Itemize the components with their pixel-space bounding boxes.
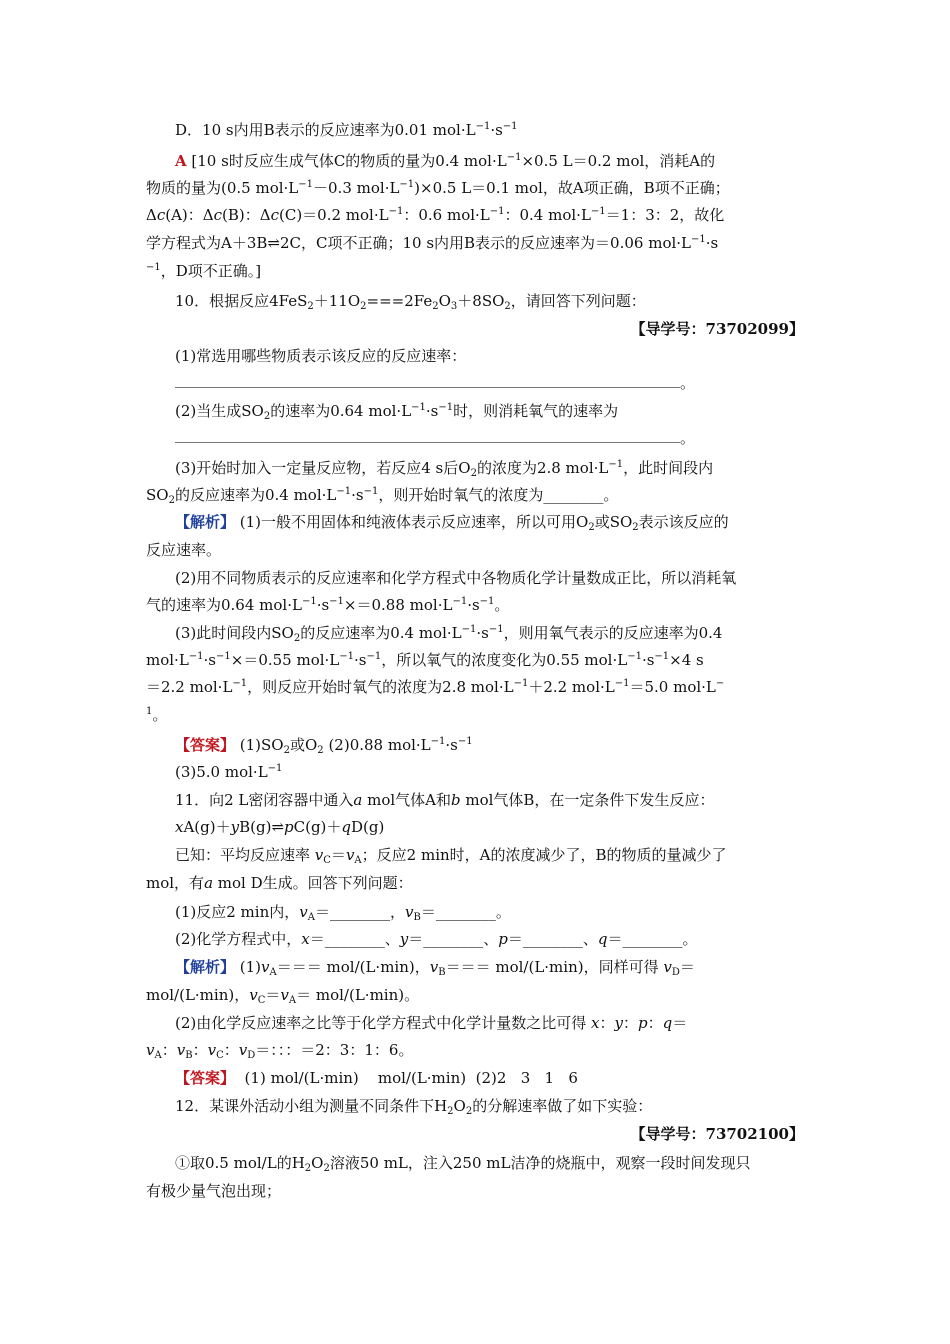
option-d: D．10 s内用B表示的反应速率为0.01 $mol\cdot L^{-1}\cdot s^{-1}$ <box>175 121 518 139</box>
analysis-line: 【解析】 $(1)v_A=== mol/(L\cdot\min)$，$v_B=== mol/(L\cdot\min)$，同样可得 $v_D=$ <box>175 958 695 978</box>
analysis-line: mol/(L·min)，$v_C=v_A= mol/(L\cdot\min)$。 <box>146 986 420 1006</box>
sub-question: (1)反应2 min内，$v_A=\_\_\_\_\_\_\_\_$，$v_B=\_\_\_\_\_\_\_\_$。 <box>175 903 511 923</box>
analysis-line: (3)此时间段内$SO_2$的反应速率为0.4 $mol\cdot L^{-1}\cdot s^{-1}$，则用氧气表示的反应速率为0.4 <box>175 624 723 644</box>
explanation-line: Δc(A)：Δc(B)：Δc(C)＝0.2 $mol\cdot L^{-1}$：0.6 $mol\cdot L^{-1}$：0.4 $mol\cdot L^{-1}=1$：3：2，故化 <box>146 206 725 224</box>
sub-question: (2)化学方程式中，x＝________、y＝________、p＝________、q＝________。 <box>175 930 698 948</box>
analysis-line: 气的速率为0.64 $mol\cdot L^{-1}\cdot s^{-1}\times=0.88$ $mol\cdot L^{-1}\cdot s^{-1}$。 <box>146 596 510 614</box>
analysis-line: $v_A$：$v_B$：$v_C$：$v_D=$：：：＝2：3：1：6。 <box>146 1041 414 1061</box>
analysis-line: $^1$。 <box>146 706 168 724</box>
analysis-line: ＝2.2 $mol\cdot L^{-1}$，则反应开始时氧气的浓度为2.8 $mol\cdot L^{-1}+2.2$ $mol\cdot L^{-1}=5.0$ mol·L− <box>146 678 725 696</box>
question-11-text: 已知：平均反应速率 $v_C=v_A$；反应2 min时，A的浓度减少了，B的物质的量减少了 <box>175 846 727 866</box>
reaction-equation: xA(g)＋yB(g)⇌pC(g)＋qD(g) <box>175 818 385 836</box>
question-11: 11．向2 L密闭容器中通入a mol气体A和b mol气体B，在一定条件下发生反应： <box>175 791 715 809</box>
guide-number: 【导学号：73702100】 <box>630 1125 804 1143</box>
analysis-label: 【解析】 <box>175 513 236 531</box>
answer-line: 【答案】 (1) mol/(L·min) mol/(L·min) (2)2 3 1 6 <box>175 1069 578 1087</box>
answer-label: 【答案】 <box>175 1069 236 1087</box>
experiment-step: 有极少量气泡出现； <box>146 1182 282 1200</box>
answer-label: 【答案】 <box>175 736 236 754</box>
question-12: 12．某课外活动小组为测量不同条件下$H_2O_2$的分解速率做了如下实验： <box>175 1097 653 1117</box>
explanation-line: $^{-1}$，D项不正确。] <box>146 262 262 280</box>
answer-blank-line: 。 <box>175 373 695 393</box>
sub-question: $SO_2$的反应速率为0.4 $mol\cdot L^{-1}\cdot s^{-1}$，则开始时氧气的浓度为________。 <box>146 486 619 506</box>
equilibrium-arrow-icon: ⇌ <box>271 818 285 836</box>
answer-blank-line: 。 <box>175 428 695 448</box>
sub-question: (1)常选用哪些物质表示该反应的反应速率： <box>175 347 467 365</box>
guide-number: 【导学号：73702099】 <box>630 320 804 338</box>
question-10: 10．根据反应$4FeS_2+11O_2===2Fe_2O_3+8SO_2$，请回答下列问题： <box>175 292 646 312</box>
analysis-line: 【解析】 (1)一般不用固体和纯液体表示反应速率，所以可用$O_2$或$SO_2$表示该反应的 <box>175 513 729 533</box>
analysis-line: (2)由化学反应速率之比等于化学方程式中化学计量数之比可得 x：y：p：q＝ <box>175 1014 688 1032</box>
explanation-line: 学方程式为A＋3B⇌2C，C项不正确；10 s内用B表示的反应速率为＝0.06 $mol\cdot L^{-1}\cdot s$ <box>146 234 719 252</box>
sub-question: (2)当生成$SO_2$的速率为0.64 $mol\cdot L^{-1}\cdot s^{-1}$时，则消耗氧气的速率为 <box>175 402 619 422</box>
question-11-text: mol，有a mol D生成。回答下列问题： <box>146 874 413 892</box>
equilibrium-arrow-icon: ⇌ <box>267 234 280 252</box>
analysis-label: 【解析】 <box>175 958 236 976</box>
answer-line: 【答案】 $(1)SO_2$或$O_2$ (2)0.88 $mol\cdot L^{-1}\cdot s^{-1}$ <box>175 736 473 756</box>
analysis-line: 反应速率。 <box>146 541 222 559</box>
explanation-line: 物质的量为(0.5 $mol\cdot L^{-1}-0.3$ $mol\cdot L^{-1})\times 0.5$ L＝0.1 mol，故A项正确，B项不正确； <box>146 179 730 197</box>
answer-line: (3)5.0 $mol\cdot L^{-1}$ <box>175 763 283 781</box>
explanation-line: A [10 s时反应生成气体C的物质的量为0.4 $mol\cdot L^{-1}\times 0.5$ L＝0.2 mol，消耗A的 <box>175 152 716 170</box>
analysis-line: (2)用不同物质表示的反应速率和化学方程式中各物质化学计量数成正比，所以消耗氧 <box>175 569 737 587</box>
experiment-step: ①取0.5 mol/L的$H_2O_2$溶液50 mL，注入250 mL洁净的烧瓶中，观察一段时间发现只 <box>175 1154 751 1174</box>
sub-question: (3)开始时加入一定量反应物，若反应4 s后$O_2$的浓度为2.8 $mol\cdot L^{-1}$，此时间段内 <box>175 459 714 479</box>
analysis-line: $mol\cdot L^{-1}\cdot s^{-1}\times=0.55$ $mol\cdot L^{-1}\cdot s^{-1}$，所以氧气的浓度变化为0.55 $mol\cdot L^{-1}\cdot s^{-1}\times 4$ s <box>146 651 704 669</box>
